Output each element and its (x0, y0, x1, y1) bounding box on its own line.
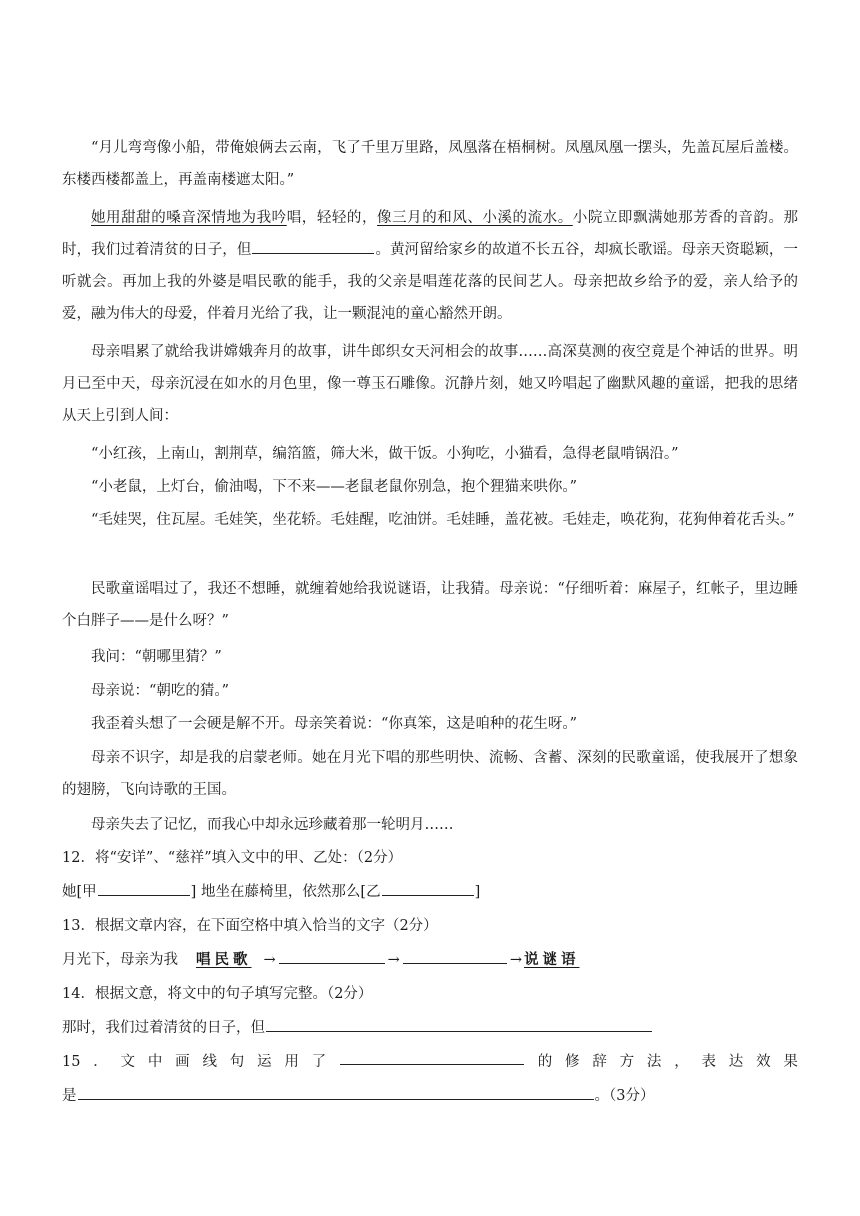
q13-prefix: 月光下，母亲为我 (62, 952, 178, 968)
answer-blank-effect[interactable] (78, 1081, 594, 1100)
arrow-icon: → (509, 952, 522, 968)
q15-char: 方 (619, 1054, 635, 1070)
q13-last-step: 说谜语 (523, 951, 580, 968)
passage-paragraph-3: 母亲唱累了就给我讲嫦娥奔月的故事，讲牛郎织女天河相会的故事……高深莫测的夜空竟是个神话的世界。明月已至中天，母亲沉浸在如水的月色里，像一尊玉石雕像。沉静片刻，她又吟唱起了幽默风趣的童谣，把我的思绪从天上引到人间： (62, 344, 798, 424)
arrow-icon: → (263, 952, 276, 968)
q15-char: 线 (202, 1054, 217, 1070)
answer-blank-step-3[interactable] (403, 945, 507, 964)
answer-blank-rhetoric[interactable] (340, 1046, 524, 1065)
underlined-sentence-part-2: 像三月的和风、小溪的流水。 (377, 210, 573, 226)
paragraph-2-text-c: 。黄河留给家乡的故道不长五谷，却疯长歌谣。母亲天资聪颖，一听就会。再加上我的外婆是唱民歌的能手，我的父亲是唱莲花落的民间艺人。母亲把故乡给予的爱，亲人给予的爱，融为伟大的母爱，伴着月光给了我，让一颗混沌的童心豁然开朗。 (62, 242, 799, 322)
q15-prefix: 是 (62, 1088, 77, 1104)
passage-paragraph-7: 民歌童谣唱过了，我还不想睡，就缠着她给我说谜语，让我猜。母亲说：“仔细听着：麻屋子，红帐子，里边睡个白胖子——是什么呀？” (62, 581, 798, 629)
q15-char: 运 (257, 1054, 272, 1070)
rhyme-2: “小老鼠，上灯台，偷油喝，下不来——老鼠老鼠你别急，抱个狸猫来哄你。” (91, 479, 578, 495)
paragraph-2-text-b: 小院立即飘满她那芳香的音韵。那时，我们过着清贫的日子，但 (62, 210, 799, 258)
q15-suffix: 。（3分） (594, 1088, 655, 1104)
arrow-icon: → (387, 952, 400, 968)
passage-paragraph-12: 母亲失去了记忆，而我心中却永远珍藏着那一轮明月…… (91, 817, 454, 833)
q13-first-step: 唱民歌 (196, 951, 252, 968)
passage-paragraph-9: 母亲说：“朝吃的猜。” (91, 683, 230, 699)
answer-blank-step-2[interactable] (279, 945, 385, 964)
q15-char: 表 (701, 1054, 716, 1070)
q15-char: 效 (756, 1054, 771, 1070)
q15-char: 辞 (592, 1054, 607, 1070)
question-13-title: 13．根据文章内容，在下面空格中填入恰当的文字（2分） (62, 918, 438, 934)
q15-char: 中 (147, 1054, 163, 1070)
question-12-title: 12．将“安详”、“慈祥”填入文中的甲、乙处：（2分） (62, 850, 403, 866)
passage-paragraph-1: “月儿弯弯像小船，带俺娘俩去云南，飞了千里万里路，凤凰落在梧桐树。凤凰凤凰一摆头，先盖瓦屋后盖楼。东楼西楼都盖上，再盖南楼遮太阳。” (62, 140, 798, 188)
q15-char: 修 (565, 1054, 580, 1070)
q15-char: 15 (62, 1054, 81, 1070)
answer-blank-passage[interactable] (252, 235, 374, 254)
q12-text-c: ] (474, 884, 481, 900)
q15-char: ． (93, 1054, 108, 1070)
q15-char: 了 (311, 1054, 327, 1070)
underlined-sentence-part-1: 她用甜甜的嗓音深情地为我吟 (91, 210, 287, 226)
question-15-line-2 (62, 1080, 798, 1112)
q14-prefix: 那时，我们过着清贫的日子，但 (62, 1020, 265, 1036)
passage-paragraph-2 (62, 202, 798, 330)
answer-blank-jia[interactable] (98, 877, 190, 896)
passage-paragraph-8: 我问：“朝哪里猜？” (91, 649, 222, 665)
q12-text-a: 她[甲 (62, 884, 97, 900)
q12-text-b: ] 地坐在藤椅里，依然那么[乙 (190, 884, 381, 900)
rhyme-1: “小红孩，上南山，割荆草，编箔篮，筛大米，做干饭。小狗吃，小猫看，急得老鼠啃锅沿。” (91, 446, 679, 462)
q15-char: 画 (175, 1054, 190, 1070)
q15-char: ， (674, 1054, 689, 1070)
q15-char: 用 (284, 1054, 299, 1070)
question-12-line (62, 876, 798, 908)
q15-char: 文 (120, 1054, 136, 1070)
question-14-line (62, 1012, 798, 1044)
rhyme-3: “毛娃哭，住瓦屋。毛娃笑，坐花轿。毛娃醒，吃油饼。毛娃睡，盖花被。毛娃走，唤花狗，花狗伸着花舌头。” (91, 512, 795, 528)
q15-char: 的 (537, 1054, 553, 1070)
passage-paragraph-10: 我歪着头想了一会硬是解不开。母亲笑着说：“你真笨，这是咱种的花生呀。” (91, 716, 578, 732)
q15-char: 达 (728, 1054, 744, 1070)
q15-char: 果 (783, 1054, 798, 1070)
answer-blank-yi[interactable] (382, 877, 474, 896)
passage-paragraph-11: 母亲不识字，却是我的启蒙老师。她在月光下唱的那些明快、流畅、含蓄、深刻的民歌童谣，使我展开了想象的翅膀，飞向诗歌的王国。 (62, 750, 798, 798)
question-14-title: 14．根据文意，将文中的句子填写完整。（2分） (62, 986, 373, 1002)
q15-char: 法 (646, 1054, 662, 1070)
question-13-line (62, 944, 798, 976)
q15-char: 句 (229, 1054, 245, 1070)
answer-blank-q14[interactable] (266, 1013, 652, 1032)
paragraph-2-text-a: 唱，轻轻的， (286, 210, 378, 226)
question-15-line-1 (62, 1046, 798, 1078)
